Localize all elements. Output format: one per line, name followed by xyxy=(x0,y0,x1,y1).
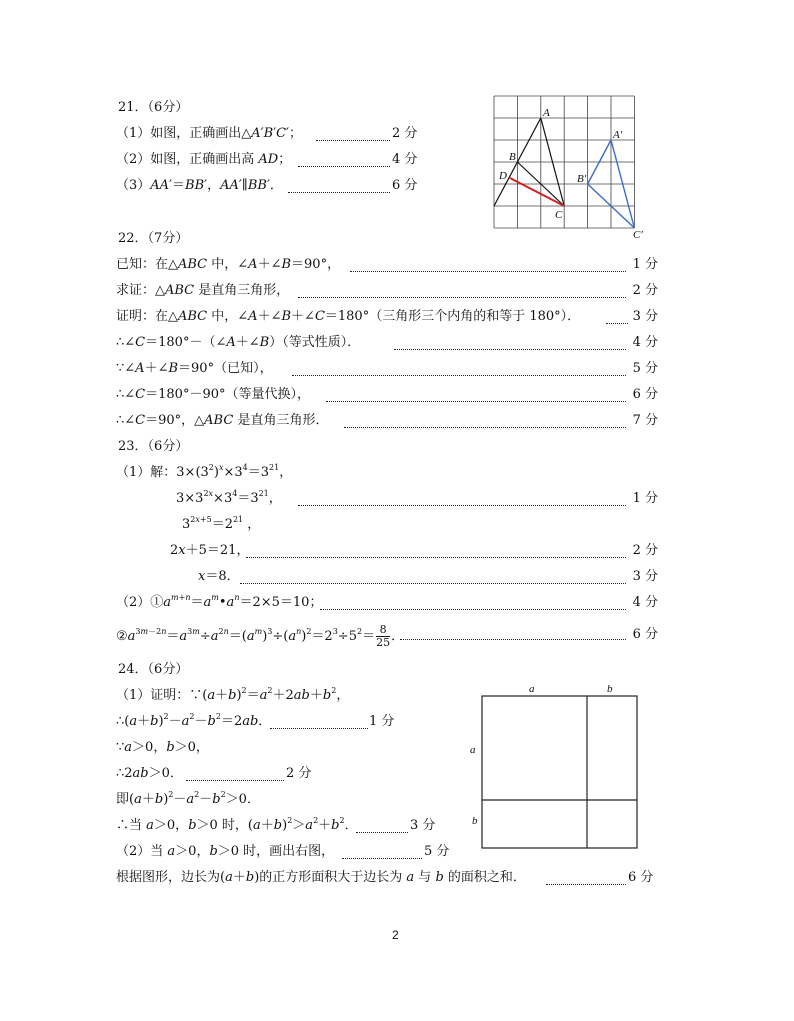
q24-line-3: ∵a＞0，b＞0， xyxy=(116,740,209,755)
fraction-denominator: 25 xyxy=(376,636,391,649)
label-left-b: b xyxy=(472,815,478,827)
label-left-a: a xyxy=(470,744,476,756)
label-a: A xyxy=(543,107,550,119)
q24-score-3: 3 分 xyxy=(410,818,436,833)
outer-square xyxy=(482,696,637,848)
fraction xyxy=(376,624,390,649)
label-d: D xyxy=(499,170,507,182)
label-b: B xyxy=(509,151,516,163)
q23-score-3: 3 分 xyxy=(632,569,658,584)
q23-part2b: $②a^{3m-2n}=a^{3m}\div a^{2n}=(a^m)^3\div(a^n)^2=2^3\div 5^2=$ $\frac{8}{25}$ ． xyxy=(116,623,405,649)
q24-line-1-prefix: （1）证明：∵ xyxy=(116,688,203,703)
leader-dots xyxy=(326,401,626,402)
q22-line-7: ∴∠C＝90°，△ABC 是直角三角形． xyxy=(116,413,329,428)
q23-heading: 23．（6分） xyxy=(118,439,189,454)
q23-part1-prefix: （1）解： xyxy=(116,465,177,480)
q22-heading: 22．（7分） xyxy=(118,231,189,246)
q24-score-4: 5 分 xyxy=(424,844,450,859)
leader-dots xyxy=(246,557,626,558)
label-c-prime: C′ xyxy=(633,229,643,241)
q24-line-7: （2）当 a＞0，b＞0 时，画出右图， xyxy=(116,844,335,859)
q24-heading: 24．（6分） xyxy=(118,662,189,677)
leader-dots xyxy=(186,780,284,781)
q24-square-figure xyxy=(466,680,646,852)
leader-dots xyxy=(298,166,390,167)
q22-score-6: 6 分 xyxy=(632,387,658,402)
q23-part2a-prefix: （2）① xyxy=(116,595,164,610)
q21-grid-figure xyxy=(488,92,648,242)
leader-dots xyxy=(316,140,390,141)
q23-part1-line-4: 2x＋5＝21， xyxy=(170,543,250,558)
leader-dots xyxy=(606,323,628,324)
q23-score-1: 1 分 xyxy=(632,491,658,506)
leader-dots xyxy=(356,832,408,833)
q22-score-7: 7 分 xyxy=(632,413,658,428)
q21-heading: 21．（6分） xyxy=(118,100,189,115)
q21-score-2: 4 分 xyxy=(392,152,418,167)
q22-line-4: ∴∠C＝180°－（∠A＋∠B）（等式性质）． xyxy=(116,335,361,350)
label-b-prime: B′ xyxy=(577,173,587,185)
q23-part1-line-3: $3^{2x+5}=2^{21}$ ， xyxy=(182,515,261,532)
q22-score-2: 2 分 xyxy=(632,283,658,298)
q24-line-6: ∴当 a＞0，b＞0 时，$(a+b)^2>a^2+b^2$． xyxy=(116,816,358,833)
q24-line-2: $\therefore(a+b)^2-a^2-b^2=2ab$． xyxy=(116,712,272,729)
label-top-a: a xyxy=(529,683,535,695)
leader-dots xyxy=(298,505,626,506)
q24-score-2: 2 分 xyxy=(286,766,312,781)
q24-line-5: 即$(a+b)^2-a^2-b^2>0$． xyxy=(116,790,260,807)
q22-line-3: 证明：在△ABC 中，∠A＋∠B＋∠C＝180°（三角形三个内角的和等于 180°）． xyxy=(116,309,581,324)
leader-dots xyxy=(400,639,626,640)
leader-dots xyxy=(270,728,368,729)
leader-dots xyxy=(288,192,390,193)
q22-line-6: ∴∠C＝180°－90°（等量代换）， xyxy=(116,387,310,402)
q21-line-3: （3）AA′＝BB′，AA′∥BB′． xyxy=(116,178,283,193)
q23-score-4: 4 分 xyxy=(632,595,658,610)
leader-dots xyxy=(350,271,626,272)
q24-line-1: （1）证明：$\because(a+b)^2=a^2+2ab+b^2$， xyxy=(116,686,350,703)
leader-dots xyxy=(546,884,626,885)
fraction-numerator: 8 xyxy=(376,624,390,637)
q23-part2a: $(2)①a^{m+n}=a^m•a^n=2\times 5=10$； xyxy=(116,593,323,610)
q24-score-5: 6 分 xyxy=(628,870,654,885)
q21-line-2: （2）如图，正确画出高 AD； xyxy=(116,152,292,167)
label-a-prime: A′ xyxy=(613,129,623,141)
q24-line-4: ∴2ab＞0． xyxy=(116,766,183,781)
q23-part1-line-1: （1）解：$3\times(3^2)^x\times 3^4=3^{21}$， xyxy=(116,463,293,480)
q22-line-5: ∵∠A＋∠B＝90°（已知）， xyxy=(116,361,273,376)
q22-score-3: 3 分 xyxy=(632,309,658,324)
q22-score-5: 5 分 xyxy=(632,361,658,376)
q22-line-2: 求证：△ABC 是直角三角形， xyxy=(116,283,290,298)
label-c: C xyxy=(555,209,563,221)
q23-score-5: 6 分 xyxy=(632,627,658,642)
q21-score-1: 2 分 xyxy=(392,126,418,141)
q24-score-1: 1 分 xyxy=(369,714,395,729)
page-number: 2 xyxy=(392,928,399,942)
leader-dots xyxy=(292,375,626,376)
leader-dots xyxy=(342,858,422,859)
leader-dots xyxy=(240,583,626,584)
label-top-b: b xyxy=(607,683,613,695)
q23-score-2: 2 分 xyxy=(632,543,658,558)
q21-score-3: 6 分 xyxy=(392,178,418,193)
q21-line-1: （1）如图，正确画出△A′B′C′； xyxy=(116,126,303,141)
leader-dots xyxy=(394,349,626,350)
q22-score-4: 4 分 xyxy=(632,335,658,350)
q24-line-8: 根据图形，边长为(a＋b)的正方形面积大于边长为 a 与 b 的面积之和． xyxy=(116,870,526,885)
q22-score-1: 1 分 xyxy=(632,257,658,272)
q23-part1-line-2: $3\times 3^{2x}\times 3^4=3^{21}$， xyxy=(176,489,282,506)
altitude-ad xyxy=(510,178,564,206)
leader-dots xyxy=(320,609,626,610)
leader-dots xyxy=(344,427,626,428)
q23-part2b-prefix: ② xyxy=(116,629,128,644)
q22-line-1: 已知：在△ABC 中，∠A＋∠B＝90°， xyxy=(116,257,341,272)
q23-part1-line-5: x＝8． xyxy=(198,569,240,584)
leader-dots xyxy=(298,297,626,298)
